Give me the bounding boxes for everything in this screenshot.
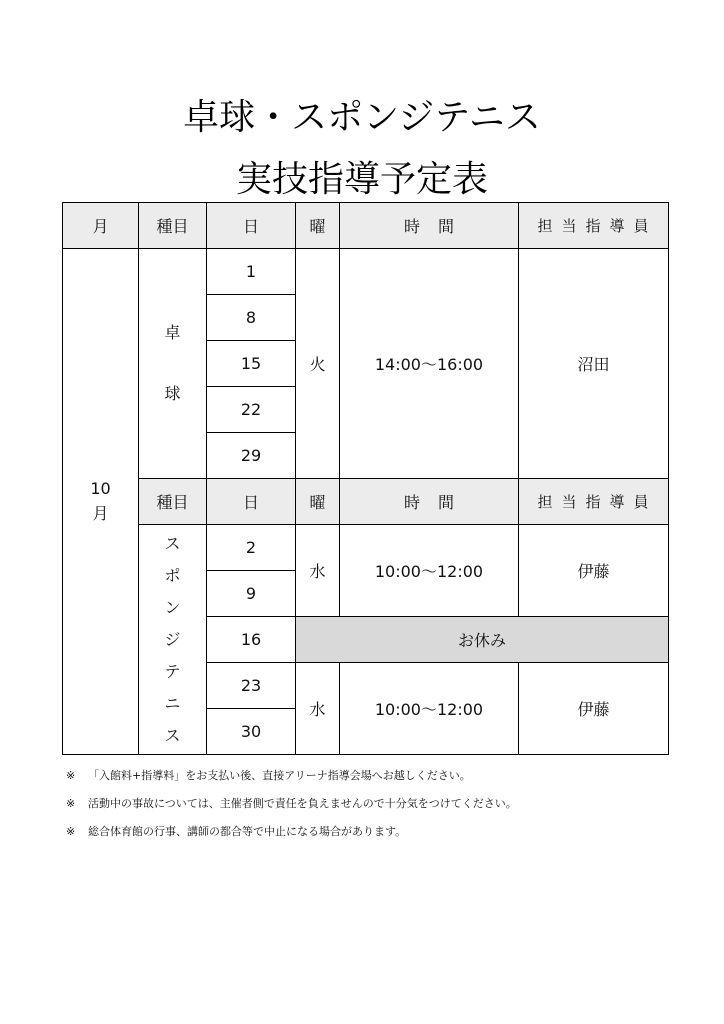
header-sport: 種目 bbox=[139, 203, 207, 249]
sport-name-char: ス bbox=[164, 725, 181, 745]
sport-name-char: テ bbox=[164, 661, 181, 681]
header-time: 時間 bbox=[340, 479, 519, 525]
day-cell: 23 bbox=[207, 663, 296, 709]
weekday-cell: 火 bbox=[296, 249, 340, 479]
sport-name-char: ス bbox=[164, 533, 181, 553]
schedule-table bbox=[62, 202, 669, 755]
day-cell: 9 bbox=[207, 571, 296, 617]
time-cell: 10:00〜12:00 bbox=[340, 663, 519, 755]
sport-name-char: ポ bbox=[164, 565, 181, 585]
weekday-cell: 水 bbox=[296, 663, 340, 755]
header-month: 月 bbox=[63, 203, 139, 249]
sport-name-char: 球 bbox=[164, 383, 181, 403]
table-subheader-row bbox=[63, 479, 669, 525]
note-item bbox=[66, 768, 517, 796]
day-cell: 22 bbox=[207, 387, 296, 433]
holiday-cell: お休み bbox=[296, 617, 669, 663]
month-cell bbox=[63, 249, 139, 755]
note-text: 総合体育館の行事、講師の都合等で中止になる場合があります。 bbox=[88, 825, 407, 838]
note-mark: ※ bbox=[66, 797, 76, 810]
weekday-cell: 水 bbox=[296, 525, 340, 617]
note-item bbox=[66, 824, 517, 852]
note-item bbox=[66, 796, 517, 824]
notes bbox=[66, 768, 517, 852]
header-day: 日 bbox=[207, 203, 296, 249]
note-mark: ※ bbox=[66, 825, 76, 838]
month-unit: 月 bbox=[92, 503, 109, 523]
day-cell: 30 bbox=[207, 709, 296, 755]
note-text: 活動中の事故については、主催者側で責任を負えませんので十分気をつけてください。 bbox=[88, 797, 517, 810]
time-cell: 14:00〜16:00 bbox=[340, 249, 519, 479]
instructor-cell: 伊藤 bbox=[519, 525, 669, 617]
day-cell: 1 bbox=[207, 249, 296, 295]
page-title-line1: 卓球・スポンジテニス bbox=[183, 97, 541, 138]
day-cell: 8 bbox=[207, 295, 296, 341]
instructor-cell: 伊藤 bbox=[519, 663, 669, 755]
sport-name-char: ニ bbox=[164, 693, 181, 713]
instructor-cell: 沼田 bbox=[519, 249, 669, 479]
table-row bbox=[63, 525, 669, 571]
header-time: 時間 bbox=[340, 203, 519, 249]
header-day: 日 bbox=[207, 479, 296, 525]
sport-name-table-tennis bbox=[139, 249, 207, 479]
table-header-row bbox=[63, 203, 669, 249]
sport-name-char: 卓 bbox=[164, 322, 181, 342]
day-cell: 15 bbox=[207, 341, 296, 387]
header-sport: 種目 bbox=[139, 479, 207, 525]
table-row bbox=[63, 249, 669, 295]
day-cell: 29 bbox=[207, 433, 296, 479]
header-instructor: 担当指導員 bbox=[519, 203, 669, 249]
note-mark: ※ bbox=[66, 769, 76, 782]
sport-name-char: ン bbox=[164, 597, 181, 617]
sport-name-char: ジ bbox=[164, 629, 181, 649]
month-number: 10 bbox=[90, 478, 111, 498]
header-instructor: 担当指導員 bbox=[519, 479, 669, 525]
header-weekday: 曜 bbox=[296, 479, 340, 525]
time-cell: 10:00〜12:00 bbox=[340, 525, 519, 617]
day-cell: 2 bbox=[207, 525, 296, 571]
note-text: 「入館料+指導料」をお支払い後、直接アリーナ指導会場へお越しください。 bbox=[88, 769, 471, 782]
page-title-line2: 実技指導予定表 bbox=[235, 159, 488, 200]
sport-name-sponge-tennis bbox=[139, 525, 207, 755]
header-weekday: 曜 bbox=[296, 203, 340, 249]
day-cell: 16 bbox=[207, 617, 296, 663]
